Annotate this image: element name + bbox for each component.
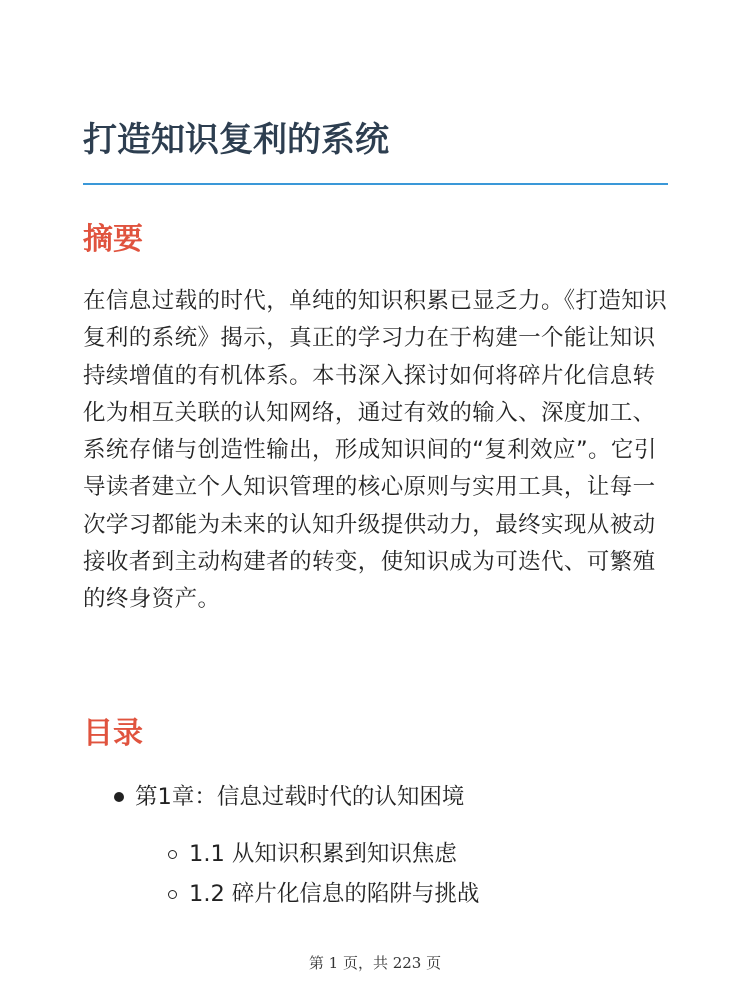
abstract-paragraph: 在信息过载的时代，单纯的知识积累已显乏力。《打造知识复利的系统》揭示，真正的学习力在于构建一个能让知识持续增值的有机体系。本书深入探讨如何将碎片化信息转化为相互关联的认知网络，通过有效的输入、深度加工、系统存储与创造性输出，形成知识间的“复利效应”。它引导读者建立个人知识管理的核心原则与实用工具，让每一次学习都能为未来的认知升级提供动力，最终实现从被动接收者到主动构建者的转变，使知识成为可迭代、可繁殖的终身资产。	[83, 288, 668, 613]
toc-chapter-item	[135, 780, 464, 814]
toc-section-item	[189, 877, 479, 911]
bullet-circle-icon	[168, 850, 177, 859]
document-title: 打造知识复利的系统	[83, 120, 389, 160]
toc-section-label: 1.1 从知识积累到知识焦虑	[189, 841, 457, 867]
toc-chapter-label: 第1章：信息过载时代的认知困境	[135, 784, 465, 810]
toc-section-label: 1.2 碎片化信息的陷阱与挑战	[189, 881, 480, 907]
bullet-disc-icon	[114, 792, 124, 802]
title-divider	[83, 183, 668, 185]
abstract-heading: 摘要	[83, 222, 143, 257]
toc-heading: 目录	[83, 716, 143, 751]
bullet-circle-icon	[168, 890, 177, 899]
toc-section-item	[189, 837, 457, 871]
page-footer: 第 1 页，共 223 页	[308, 954, 442, 972]
